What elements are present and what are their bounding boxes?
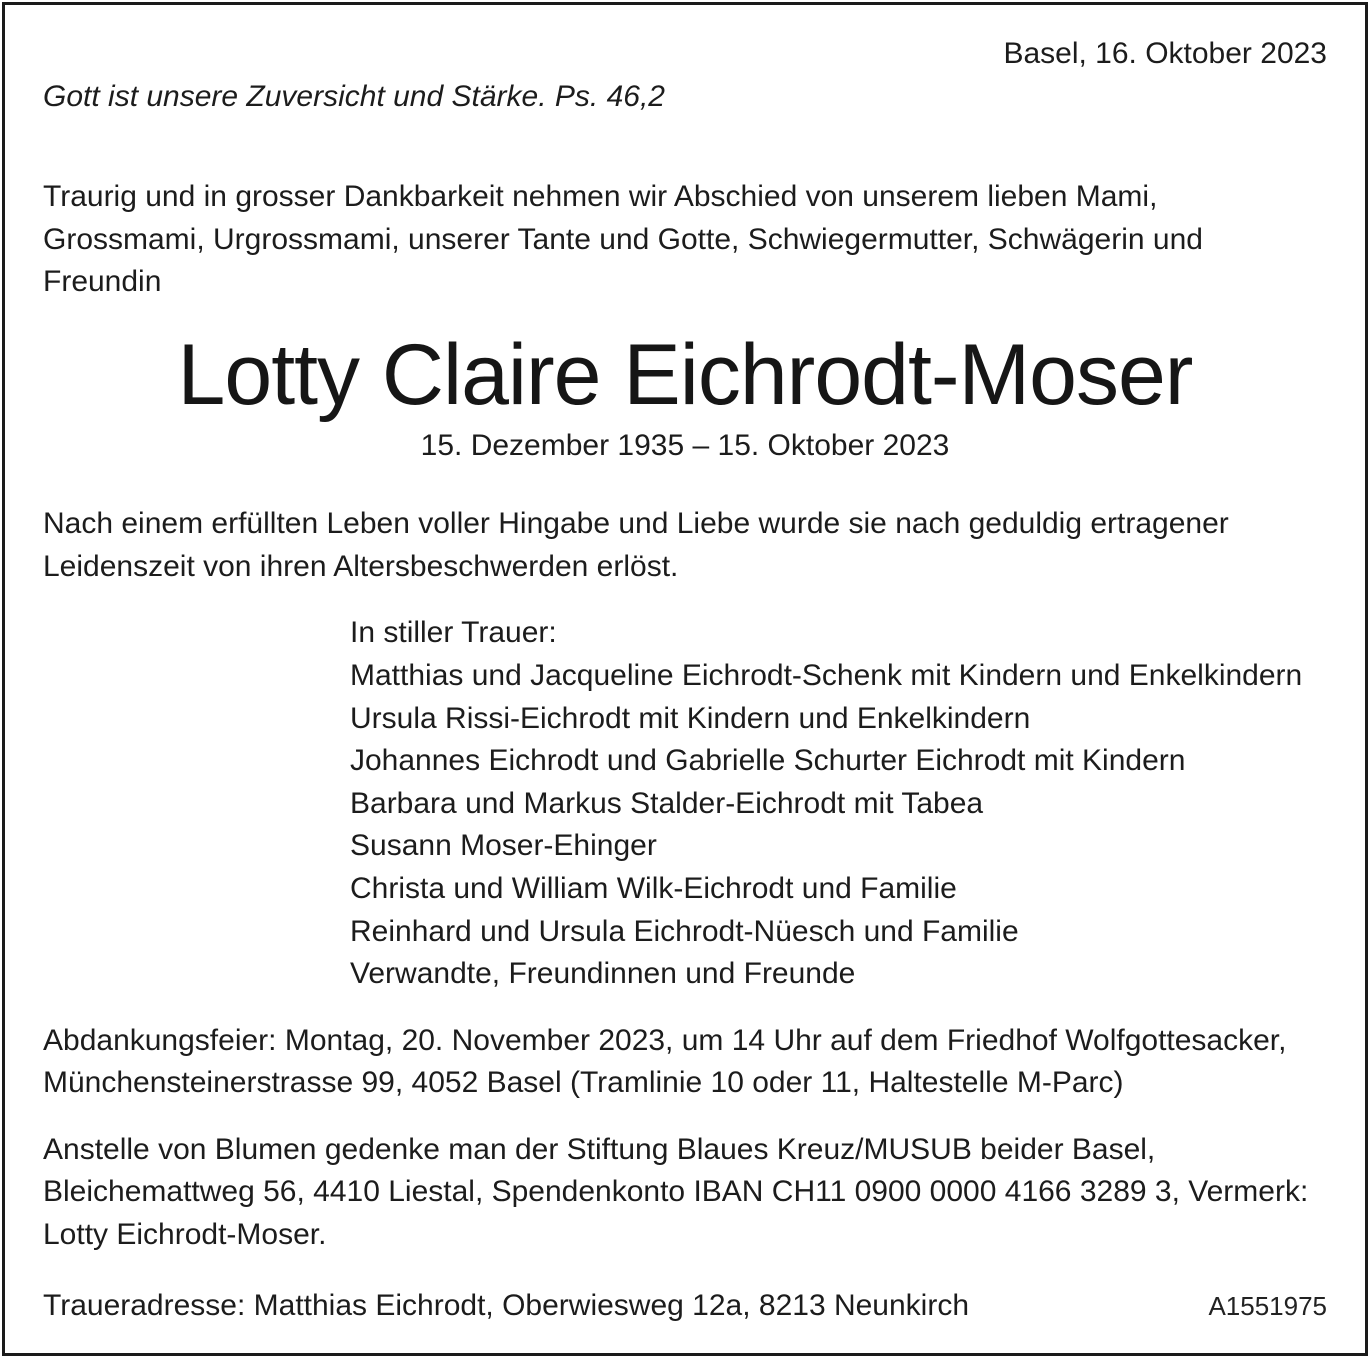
mourner-row: Johannes Eichrodt und Gabrielle Schurter Eichrodt mit Kindern [350,744,1186,778]
dateline: Basel, 16. Oktober 2023 [1003,37,1327,70]
mourner-row: Barbara und Markus Stalder-Eichrodt mit Tabea [350,786,984,820]
mourners-block [350,612,1327,995]
mourner-row: Matthias und Jacqueline Eichrodt-Schenk mit Kindern und Enkelkindern [350,658,1303,692]
reference-number: A1551975 [1208,1290,1327,1321]
mourner-row: Ursula Rissi-Eichrodt mit Kindern und Enkelkindern [350,701,1031,735]
obituary-content [5,5,1365,1327]
service-info: Abdankungsfeier: Montag, 20. November 2023, um 14 Uhr auf dem Friedhof Wolfgottesacker, Münchensteinerstrasse 99, 4052 Basel (Tramlinie 10 oder 11, Haltestelle M-Parc) [43,1023,1287,1100]
mourner-row: Reinhard und Ursula Eichrodt-Nüesch und Familie [350,914,1019,948]
mourner-row: Verwandte, Freundinnen und Freunde [350,957,856,991]
mourners-heading: In stiller Trauer: [350,616,557,650]
lifespan-dates: 15. Dezember 1935 – 15. Oktober 2023 [420,428,950,462]
intro-paragraph: Traurig und in grosser Dankbarkeit nehmen wir Abschied von unserem lieben Mami, Grossmami, Urgrossmami, unserer Tante und Gotte, Schwiegermutter, Schwägerin und Freundin [43,180,1203,299]
footer-row [43,1285,1327,1328]
mourning-address: Traueradresse: Matthias Eichrodt, Oberwiesweg 12a, 8213 Neunkirch [43,1288,970,1322]
donation-info: Anstelle von Blumen gedenke man der Stiftung Blaues Kreuz/MUSUB beider Basel, Bleichemattweg 56, 4410 Liestal, Spendenkonto IBAN CH11 0900 0000 4166 3289 3, Vermerk: Lotty Eichrodt-Moser. [43,1132,1309,1252]
mourner-row: Christa und William Wilk-Eichrodt und Familie [350,871,957,905]
obituary-sheet [2,2,1368,1356]
obituary-paragraph: Nach einem erfüllten Leben voller Hingabe und Liebe wurde sie nach geduldig ertragener Leidenszeit von ihren Altersbeschwerden erlöst. [43,507,1229,583]
bible-verse: Gott ist unsere Zuversicht und Stärke. Ps. 46,2 [43,79,665,113]
page-title-deceased-name: Lotty Claire Eichrodt-Moser [177,326,1193,423]
mourner-row: Susann Moser-Ehinger [350,829,657,863]
